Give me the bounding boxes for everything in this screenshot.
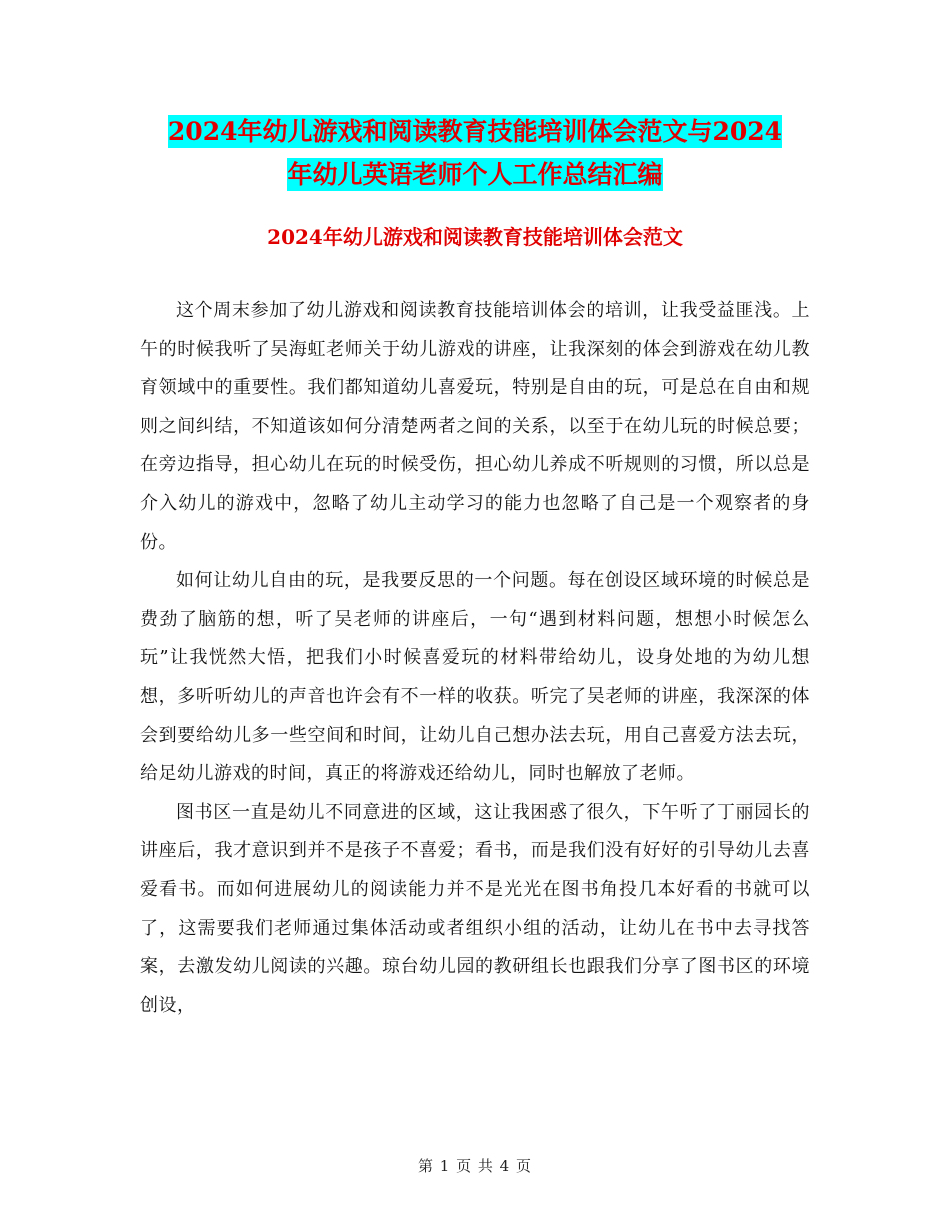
paragraph-1: 这个周末参加了幼儿游戏和阅读教育技能培训体会的培训，让我受益匪浅。上午的时候我听了吴海虹老师关于幼儿游戏的讲座，让我深刻的体会到游戏在幼儿教育领域中的重要性。我们都知道幼儿喜爱玩，特别是自由的玩，可是总在自由和规则之间纠结，不知道该如何分清楚两者之间的关系，以至于在幼儿玩的时候总要；在旁边指导，担心幼儿在玩的时候受伤，担心幼儿养成不听规则的习惯，所以总是介入幼儿的游戏中，忽略了幼儿主动学习的能力也忽略了自己是一个观察者的身份。 [140, 300, 810, 553]
paragraph-3: 图书区一直是幼儿不同意进的区域，这让我困惑了很久，下午听了丁丽园长的讲座后，我才意识到并不是孩子不喜爱；看书，而是我们没有好好的引导幼儿去喜爱看书。而如何进展幼儿的阅读能力并不是光光在图书角投几本好看的书就可以了，这需要我们老师通过集体活动或者组织小组的活动，让幼儿在书中去寻找答案，去激发幼儿阅读的兴趣。琼台幼儿园的教研组长也跟我们分享了图书区的环境创设， [140, 801, 810, 1016]
body-text [140, 292, 810, 1025]
paragraph-2: 如何让幼儿自由的玩，是我要反思的一个问题。每在创设区域环境的时候总是费劲了脑筋的想，听了吴老师的讲座后，一句“遇到材料问题，想想小时候怎么玩”让我恍然大悟，把我们小时候喜爱玩的材料带给幼儿，设身处地的为幼儿想想，多听听幼儿的声音也许会有不一样的收获。听完了吴老师的讲座，我深深的体会到要给幼儿多一些空间和时间，让幼儿自己想办法去玩，用自己喜爱方法去玩，给足幼儿游戏的时间，真正的将游戏还给幼儿，同时也解放了老师。 [140, 570, 810, 785]
main-title-highlight-1: 2024年幼儿游戏和阅读教育技能培训体会范文与2024 [167, 117, 783, 146]
section-title: 2024年幼儿游戏和阅读教育技能培训体会范文 [267, 225, 683, 249]
main-title-line-1 [120, 112, 830, 152]
main-title-line-2 [120, 155, 830, 195]
main-title-highlight-2: 年幼儿英语老师个人工作总结汇编 [287, 160, 663, 189]
page-footer: 第 1 页 共 4 页 [418, 1157, 532, 1175]
